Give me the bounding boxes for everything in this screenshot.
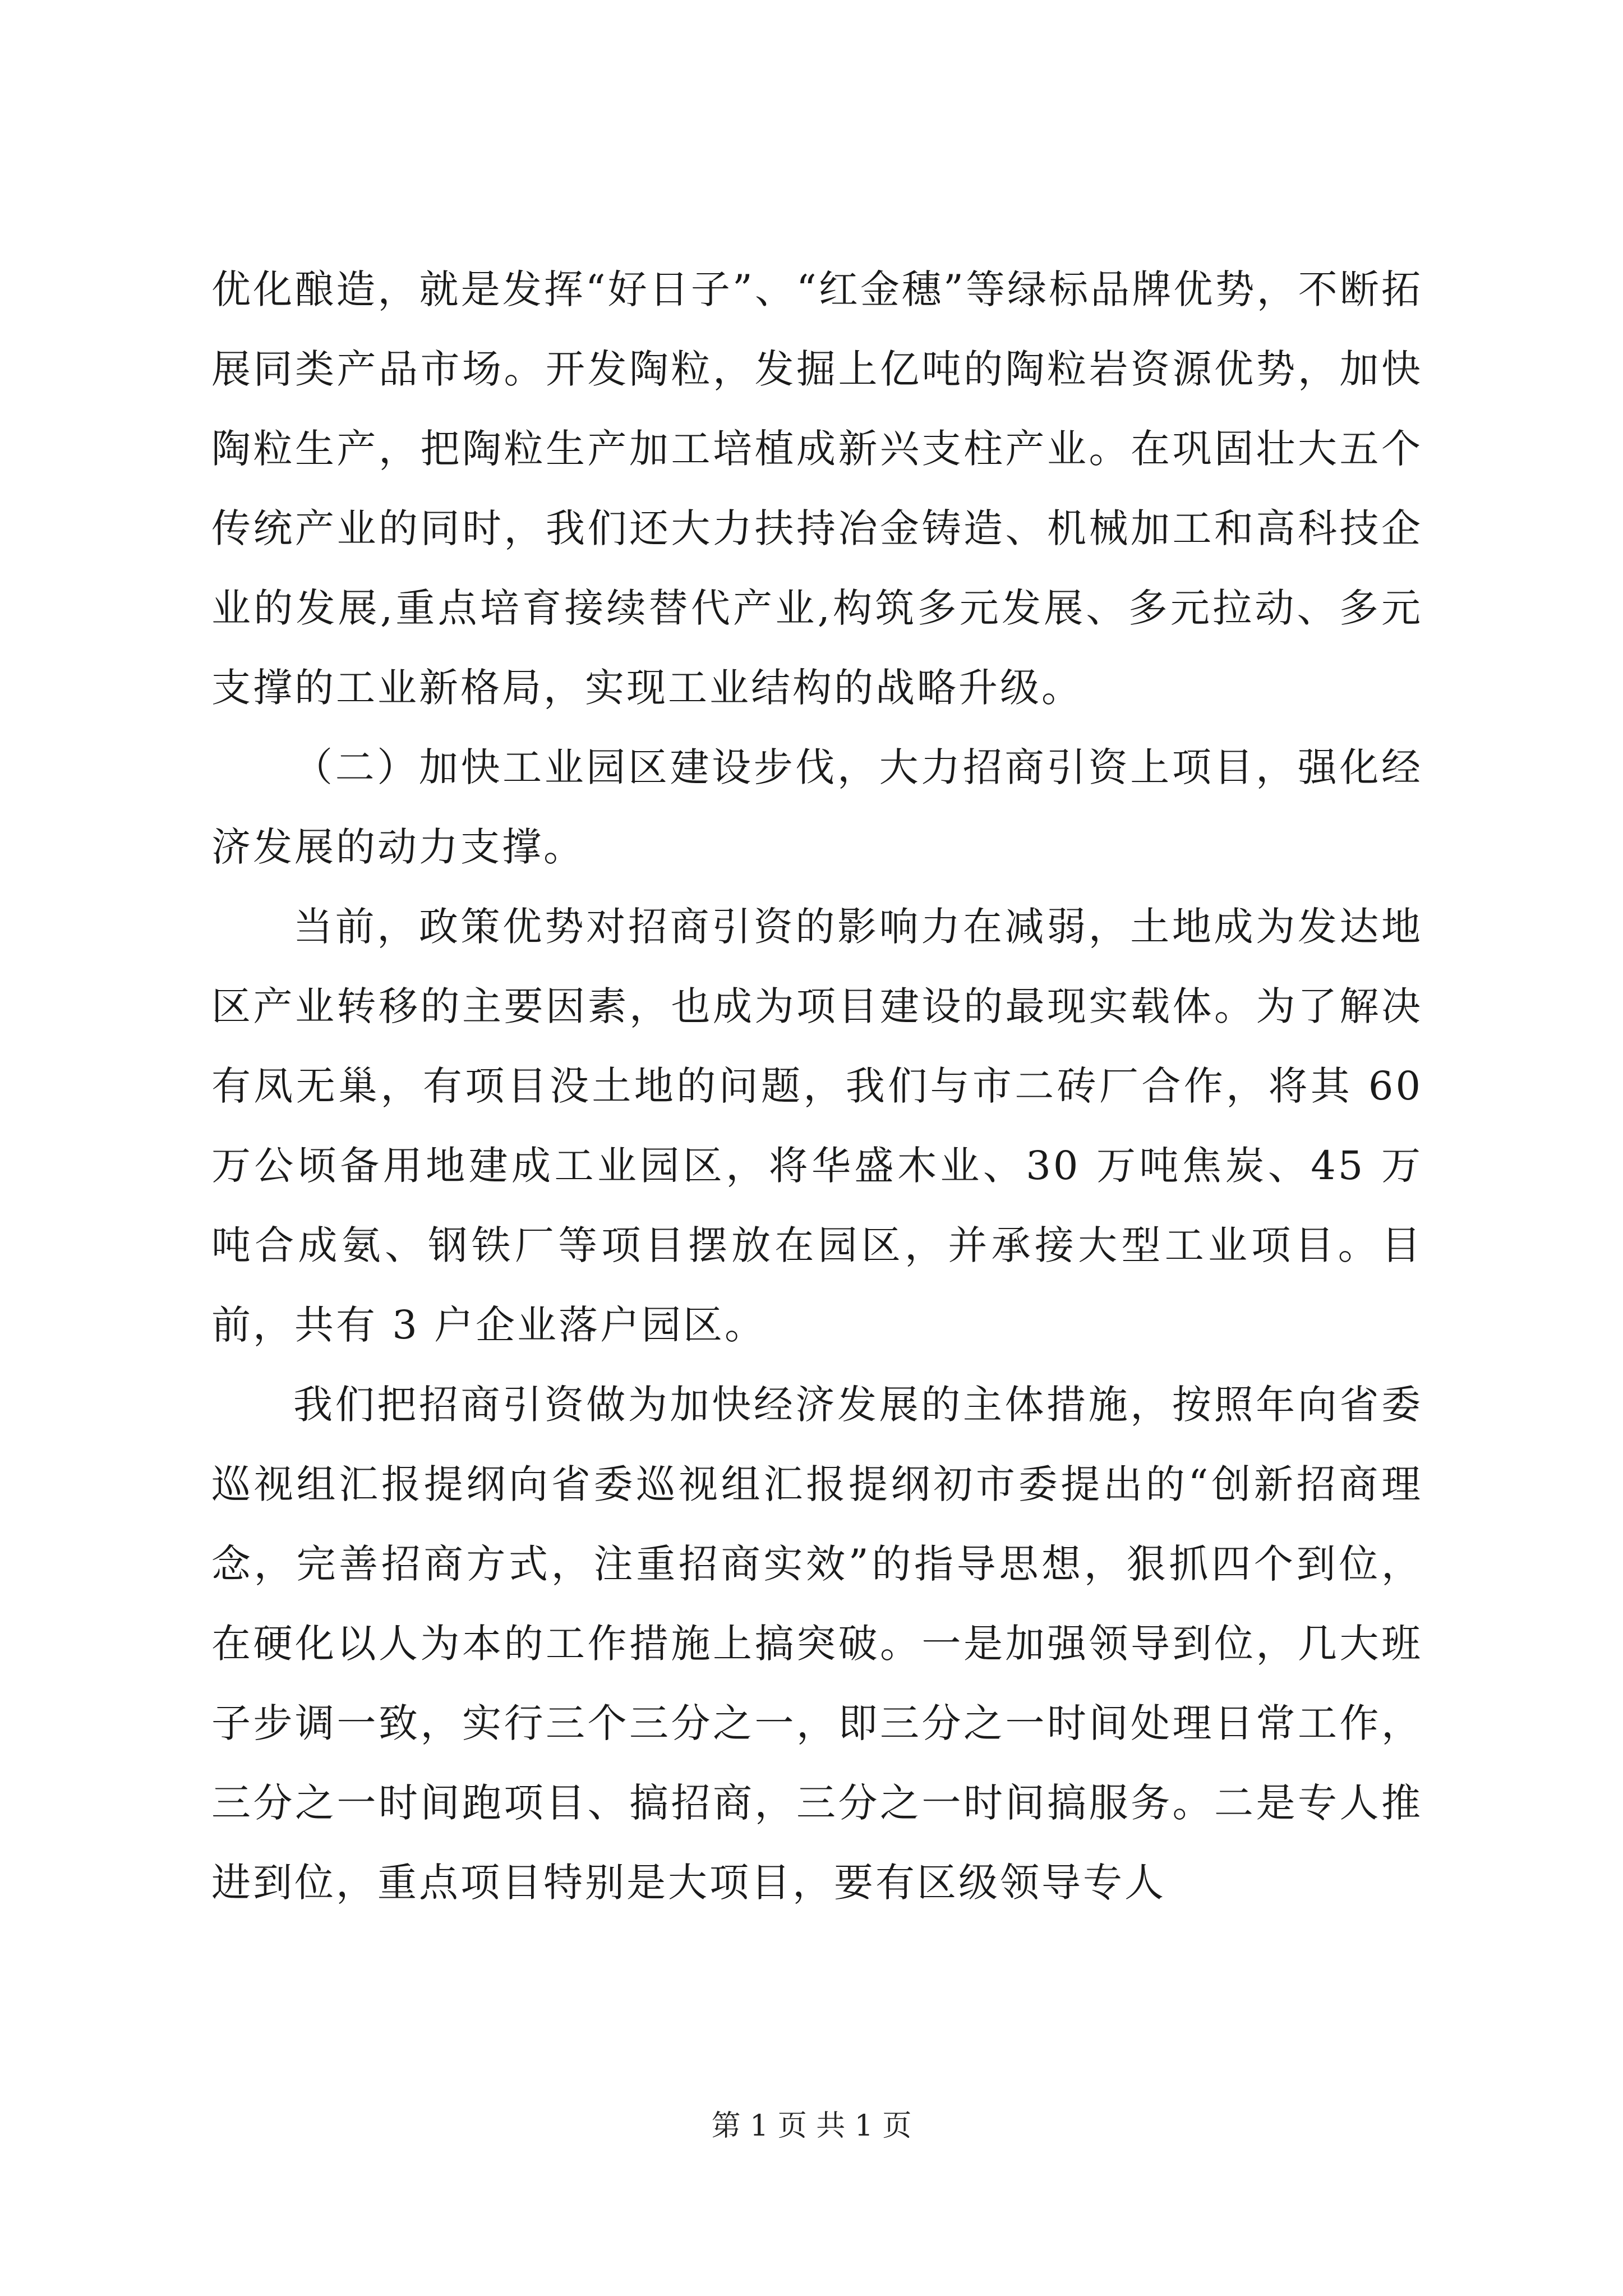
paragraph-4: 我们把招商引资做为加快经济发展的主体措施，按照年向省委巡视组汇报提纲向省委巡视组汇报提纲初市委提出的“创新招商理念，完善招商方式，注重招商实效”的指导思想，狠抓四个到位，在硬化以人为本的工作措施上搞突破。一是加强领导到位，几大班子步调一致，实行三个三分之一，即三分之一时间处理日常工作，三分之一时间跑项目、搞招商，三分之一时间搞服务。二是专人推进到位，重点项目特别是大项目，要有区级领导专人 xyxy=(211,1382,1423,1906)
paragraph-1: 优化酿造，就是发挥“好日子”、“红金穗”等绿标品牌优势，不断拓展同类产品市场。开发陶粒，发掘上亿吨的陶粒岩资源优势，加快陶粒生产，把陶粒生产加工培植成新兴支柱产业。在巩固壮大五个传统产业的同时，我们还大力扶持冶金铸造、机械加工和高科技企业的发展,重点培育接续替代产业,构筑多元发展、多元拉动、多元支撑的工业新格局，实现工业结构的战略升级。 xyxy=(211,266,1423,711)
page-footer: 第 1 页 共 1 页 xyxy=(711,2109,912,2143)
document-body xyxy=(211,250,1423,1922)
paragraph-3: 当前，政策优势对招商引资的影响力在减弱，土地成为发达地区产业转移的主要因素，也成为项目建设的最现实载体。为了解决有凤无巢，有项目没土地的问题，我们与市二砖厂合作，将其 60 万公顷备用地建成工业园区，将华盛木业、30 万吨焦炭、45 万吨合成氨、钢铁厂等项目摆放在园区，并承接大型工业项目。目前，共有 3 户企业落户园区。 xyxy=(211,904,1423,1348)
section-heading-2: （二）加快工业园区建设步伐，大力招商引资上项目，强化经济发展的动力支撑。 xyxy=(211,744,1423,870)
